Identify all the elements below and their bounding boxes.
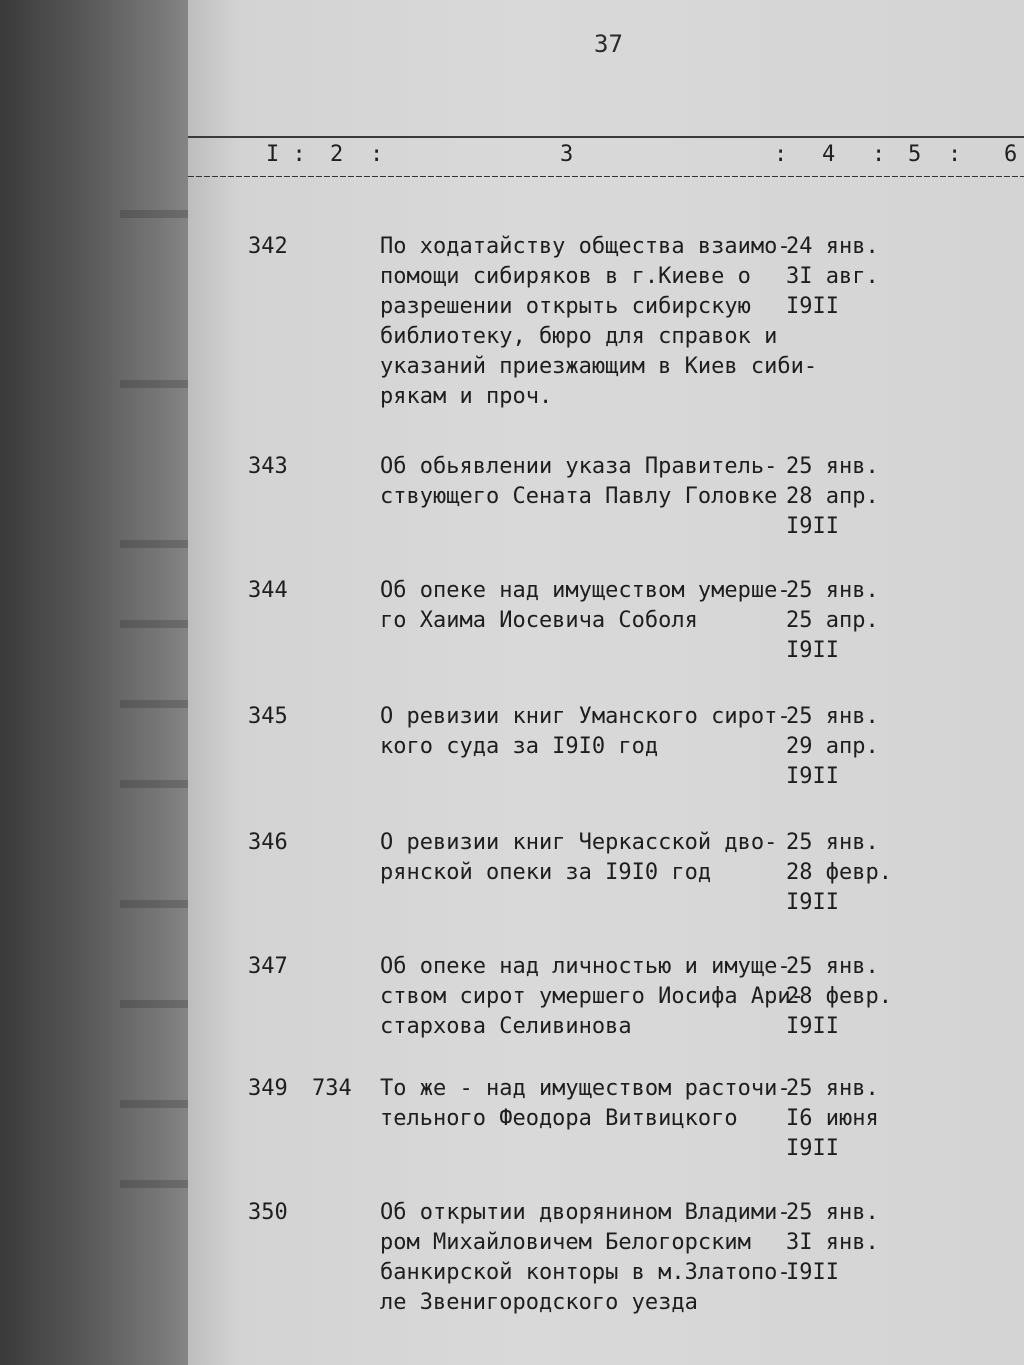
entry-number: 346: [248, 830, 288, 855]
facing-page-bleed: [120, 780, 190, 788]
column-header-6: 6: [1004, 142, 1018, 167]
entry-description: [380, 828, 777, 888]
entry-dates: [786, 1074, 879, 1164]
entry-number: 349: [248, 1076, 288, 1101]
column-header-separator: :: [872, 142, 886, 167]
year: I9II: [786, 764, 839, 789]
description-line: О ревизии книг Черкасской дво-: [380, 830, 778, 855]
description-line: разрешении открыть сибирскую: [380, 294, 751, 319]
entry-number: 350: [248, 1200, 288, 1225]
column-header-2: 2: [330, 142, 344, 167]
end-date: 3I янв.: [786, 1230, 879, 1255]
entry-dates: [786, 1198, 879, 1288]
entry-description: [380, 1074, 791, 1134]
description-line: Об обьявлении указа Правитель-: [380, 454, 778, 479]
start-date: 25 янв.: [786, 1076, 879, 1101]
year: I9II: [786, 294, 839, 319]
end-date: 28 февр.: [786, 984, 892, 1009]
end-date: 28 февр.: [786, 860, 892, 885]
column-header-3: 3: [560, 142, 574, 167]
entry-dates: [786, 828, 892, 918]
start-date: 25 янв.: [786, 704, 879, 729]
entry-number: 343: [248, 454, 288, 479]
description-line: указаний приезжающим в Киев сиби-: [380, 354, 818, 379]
end-date: I6 июня: [786, 1106, 879, 1131]
entry-number: 344: [248, 578, 288, 603]
description-line: кого суда за I9I0 год: [380, 734, 659, 759]
description-line: тельного Феодора Витвицкого: [380, 1106, 738, 1131]
description-line: библиотеку, бюро для справок и: [380, 324, 778, 349]
entry-old-number: 734: [312, 1076, 352, 1101]
entry-description: [380, 952, 804, 1042]
year: I9II: [786, 1136, 839, 1161]
book-spine-shadow: [0, 0, 200, 1365]
end-date: 3I авг.: [786, 264, 879, 289]
header-top-rule: [188, 136, 1024, 138]
description-line: То же - над имуществом расточи-: [380, 1076, 791, 1101]
start-date: 25 янв.: [786, 578, 879, 603]
entry-description: [380, 702, 791, 762]
end-date: 29 апр.: [786, 734, 879, 759]
column-header-separator: :: [370, 142, 384, 167]
facing-page-bleed: [120, 1100, 190, 1108]
entry-description: [380, 232, 817, 412]
description-line: помощи сибиряков в г.Киеве о: [380, 264, 751, 289]
year: I9II: [786, 514, 839, 539]
year: I9II: [786, 890, 839, 915]
description-line: рякам и проч.: [380, 384, 553, 409]
end-date: 28 апр.: [786, 484, 879, 509]
description-line: По ходатайству общества взаимо-: [380, 234, 791, 259]
header-bottom-rule: [188, 176, 1024, 177]
description-line: О ревизии книг Уманского сирот-: [380, 704, 791, 729]
entry-dates: [786, 952, 892, 1042]
facing-page-bleed: [120, 540, 190, 548]
facing-page-bleed: [120, 1000, 190, 1008]
description-line: Об опеке над имуществом умерше-: [380, 578, 791, 603]
entry-dates: [786, 452, 879, 542]
entry-number: 345: [248, 704, 288, 729]
end-date: 25 апр.: [786, 608, 879, 633]
document-page: [188, 0, 1024, 1365]
description-line: рянской опеки за I9I0 год: [380, 860, 712, 885]
start-date: 25 янв.: [786, 830, 879, 855]
entry-description: [380, 452, 777, 512]
entry-description: [380, 1198, 791, 1318]
entry-dates: [786, 576, 879, 666]
start-date: 24 янв.: [786, 234, 879, 259]
facing-page-bleed: [120, 620, 190, 628]
year: I9II: [786, 1260, 839, 1285]
description-line: стархова Селивинова: [380, 1014, 632, 1039]
column-header-5: 5: [908, 142, 922, 167]
entry-dates: [786, 232, 879, 322]
start-date: 25 янв.: [786, 954, 879, 979]
facing-page-bleed: [120, 380, 190, 388]
start-date: 25 янв.: [786, 454, 879, 479]
column-header-separator: :: [948, 142, 962, 167]
description-line: ром Михайловичем Белогорским: [380, 1230, 751, 1255]
facing-page-bleed: [120, 1180, 190, 1188]
year: I9II: [786, 638, 839, 663]
description-line: Об открытии дворянином Владими-: [380, 1200, 791, 1225]
entry-dates: [786, 702, 879, 792]
facing-page-bleed: [120, 700, 190, 708]
description-line: го Хаима Иосевича Соболя: [380, 608, 698, 633]
description-line: ле Звенигородского уезда: [380, 1290, 698, 1315]
description-line: Об опеке над личностью и имуще-: [380, 954, 791, 979]
facing-page-bleed: [120, 900, 190, 908]
entry-description: [380, 576, 791, 636]
year: I9II: [786, 1014, 839, 1039]
page-number: 37: [594, 30, 623, 58]
column-header-1: I :: [266, 142, 306, 167]
description-line: ствующего Сената Павлу Головке: [380, 484, 778, 509]
facing-page-bleed: [120, 210, 190, 218]
entry-number: 342: [248, 234, 288, 259]
entry-number: 347: [248, 954, 288, 979]
description-line: банкирской конторы в м.Златопо-: [380, 1260, 791, 1285]
column-header-4: 4: [822, 142, 836, 167]
description-line: ством сирот умершего Иосифа Ари-: [380, 984, 804, 1009]
column-header-separator: :: [774, 142, 788, 167]
start-date: 25 янв.: [786, 1200, 879, 1225]
